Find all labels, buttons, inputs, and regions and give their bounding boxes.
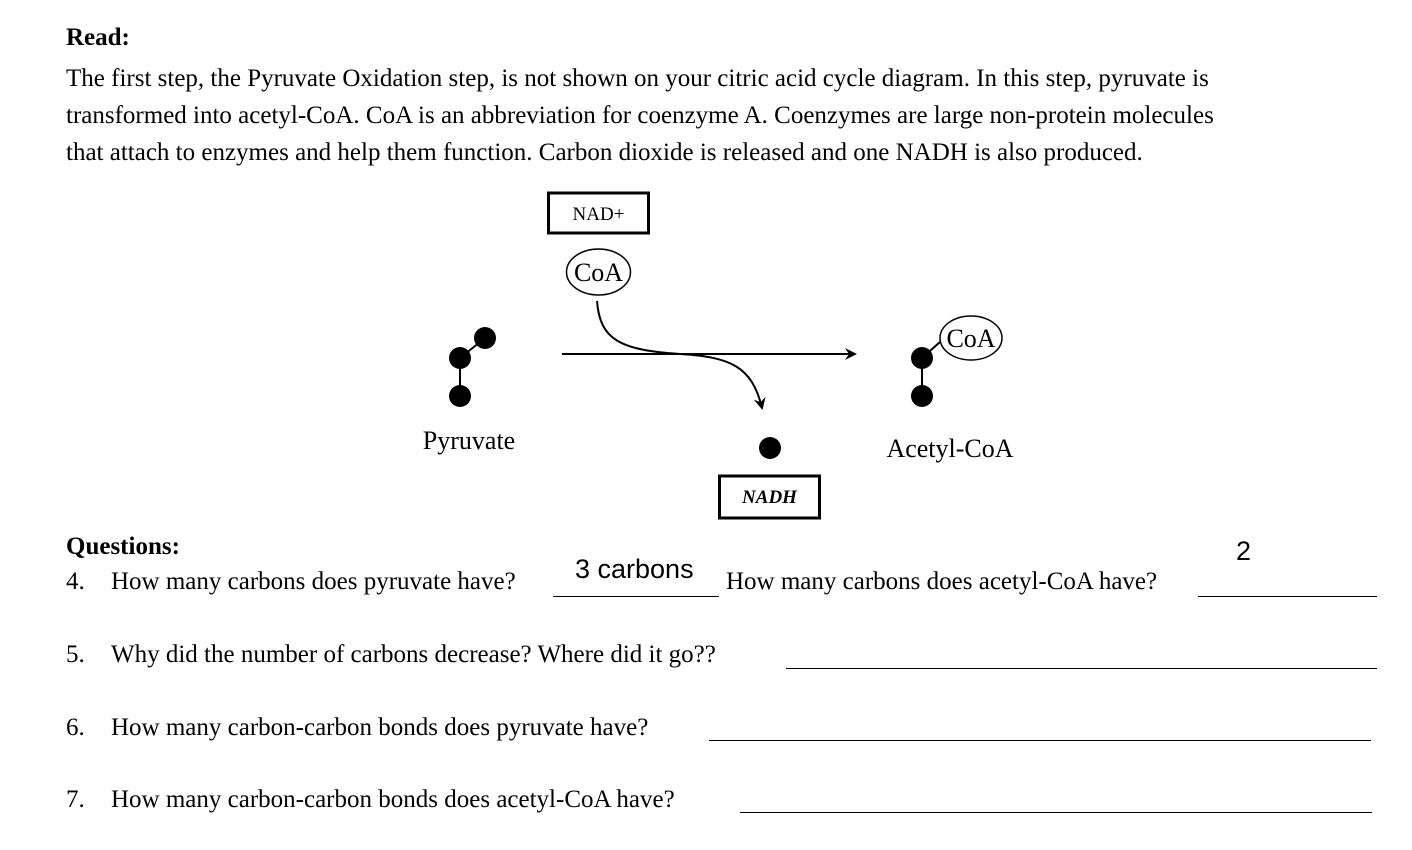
carbon-atom (474, 327, 496, 349)
question-number: 5. (66, 641, 85, 668)
carbon-atom (449, 347, 471, 369)
pyruvate-label: Pyruvate (422, 426, 516, 455)
question-text: How many carbon-carbon bonds does acetyl-CoA have? (111, 786, 675, 813)
carbon-atom (911, 347, 933, 369)
question-6 (66, 714, 648, 742)
coa-product-label: CoA (946, 324, 996, 353)
answer-4b: 2 (1236, 536, 1252, 566)
question-4-part2: How many carbons does acetyl-CoA have? (726, 568, 1158, 595)
questions-heading: Questions: (66, 533, 180, 560)
question-text: How many carbons does pyruvate have? (111, 568, 516, 595)
coa-top-label: CoA (573, 258, 624, 287)
question-number: 7. (66, 786, 85, 813)
answer-line-4b[interactable] (1198, 596, 1377, 597)
question-4 (66, 568, 516, 596)
acetyl-coa-label: Acetyl-CoA (886, 434, 1014, 463)
answer-line-6[interactable] (709, 740, 1371, 741)
released-carbon-atom (759, 437, 781, 459)
carbon-atom (449, 385, 471, 407)
answer-line-5[interactable] (786, 668, 1377, 669)
answer-line-4a[interactable] (553, 596, 719, 597)
question-number: 4. (66, 568, 85, 595)
carbon-atom (911, 385, 933, 407)
paragraph-line: transformed into acetyl-CoA. CoA is an abbreviation for coenzyme A. Coenzymes are large non-protein molecules (66, 102, 1214, 129)
read-heading: Read: (66, 24, 130, 51)
question-text: Why did the number of carbons decrease? Where did it go?? (111, 641, 716, 668)
question-text: How many carbon-carbon bonds does pyruvate have? (111, 714, 649, 741)
answer-line-7[interactable] (740, 812, 1372, 813)
question-5 (66, 641, 716, 669)
nadh-label: NADH (742, 487, 797, 508)
paragraph-line: The first step, the Pyruvate Oxidation step, is not shown on your citric acid cycle diagram. In this step, pyruvate is (66, 65, 1209, 92)
question-7 (66, 786, 675, 814)
answer-4a: 3 carbons (575, 554, 694, 584)
paragraph-line: that attach to enzymes and help them function. Carbon dioxide is released and one NADH is also produced. (66, 139, 1143, 166)
question-number: 6. (66, 714, 85, 741)
nad-plus-label: NAD+ (572, 204, 625, 225)
